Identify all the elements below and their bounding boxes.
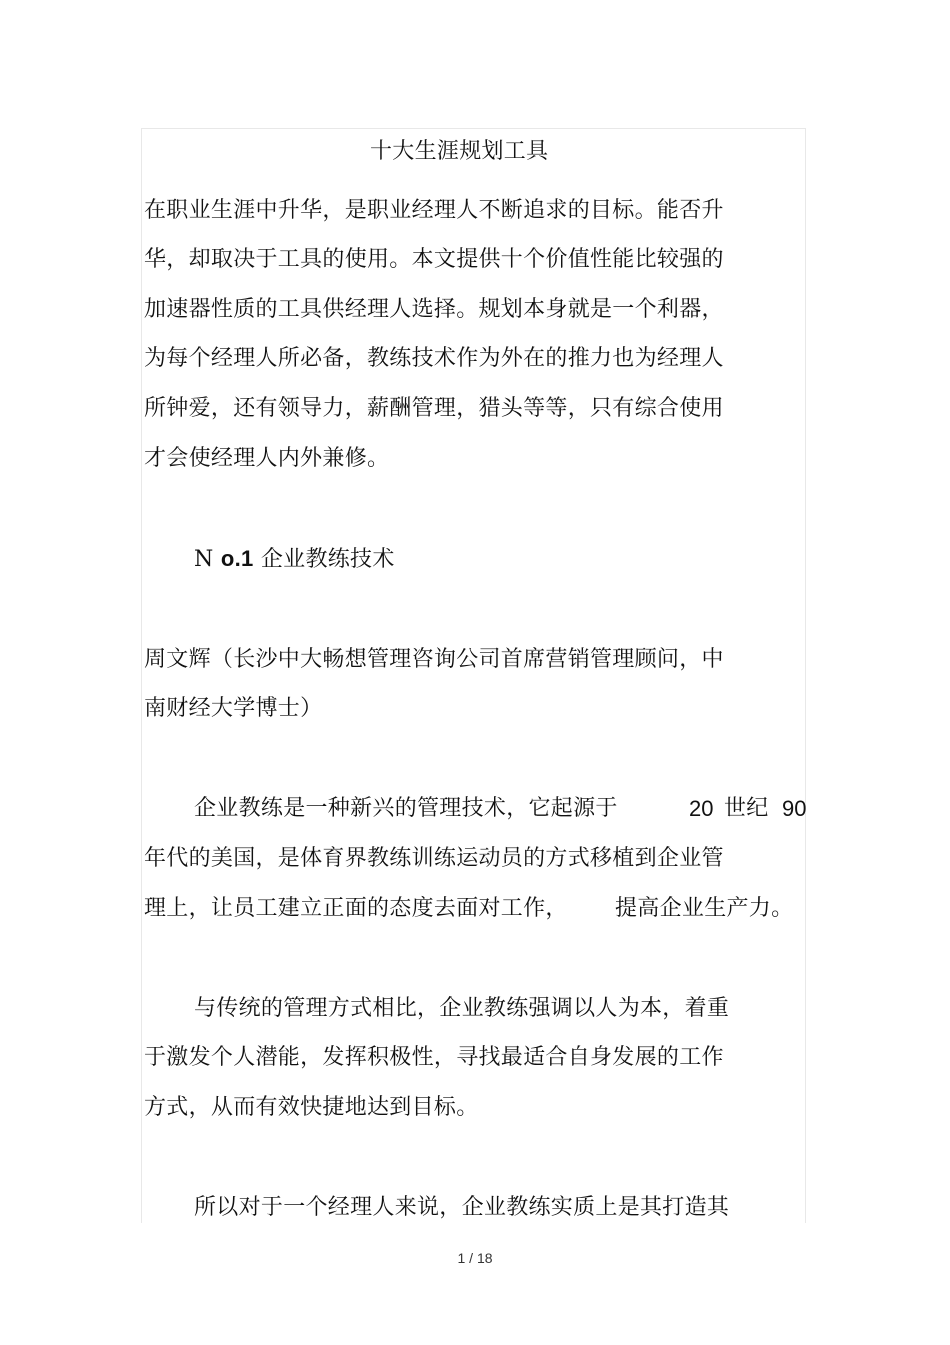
section-heading-text: 企业教练技术: [260, 547, 395, 572]
author-line: 周文辉（长沙中大畅想管理咨询公司首席营销管理顾问，中: [144, 647, 724, 672]
section-heading: [194, 544, 395, 575]
intro-line: 在职业生涯中升华，是职业经理人不断追求的目标。能否升: [144, 198, 724, 223]
intro-line: 华，却取决于工具的使用。本文提供十个价值性能比较强的: [144, 247, 724, 272]
document-title: 十大生涯规划工具: [370, 139, 549, 164]
paragraph-line: 方式，从而有效快捷地达到目标。: [144, 1095, 479, 1120]
intro-line: 加速器性质的工具供经理人选择。规划本身就是一个利器，: [144, 297, 724, 322]
paragraph-line: 年代的美国，是体育界教练训练运动员的方式移植到企业管: [144, 846, 724, 871]
paragraph-line: 企业教练是一种新兴的管理技术，它起源于: [194, 796, 618, 821]
paragraph-word: 世纪: [724, 796, 769, 821]
paragraph-line: 所以对于一个经理人来说，企业教练实质上是其打造其: [194, 1195, 730, 1220]
year-number: 20: [689, 796, 714, 821]
intro-line: 为每个经理人所必备，教练技术作为外在的推力也为经理人: [144, 346, 724, 371]
paragraph-line: 提高企业生产力。: [615, 896, 794, 921]
decade-number: 90: [782, 796, 807, 821]
intro-line: 所钟爱，还有领导力，薪酬管理，猎头等等，只有综合使用: [144, 396, 724, 421]
intro-line: 才会使经理人内外兼修。: [144, 446, 390, 471]
section-heading-n: N: [194, 547, 214, 572]
author-line: 南财经大学博士）: [144, 696, 323, 721]
paragraph-line: 理上，让员工建立正面的态度去面对工作，: [144, 896, 568, 921]
page-indicator: 1 / 18: [457, 1250, 493, 1266]
paragraph-line: 与传统的管理方式相比，企业教练强调以人为本，着重: [194, 996, 730, 1021]
section-heading-number: o.1: [220, 546, 254, 571]
paragraph-line: 于激发个人潜能，发挥积极性，寻找最适合自身发展的工作: [144, 1045, 724, 1070]
